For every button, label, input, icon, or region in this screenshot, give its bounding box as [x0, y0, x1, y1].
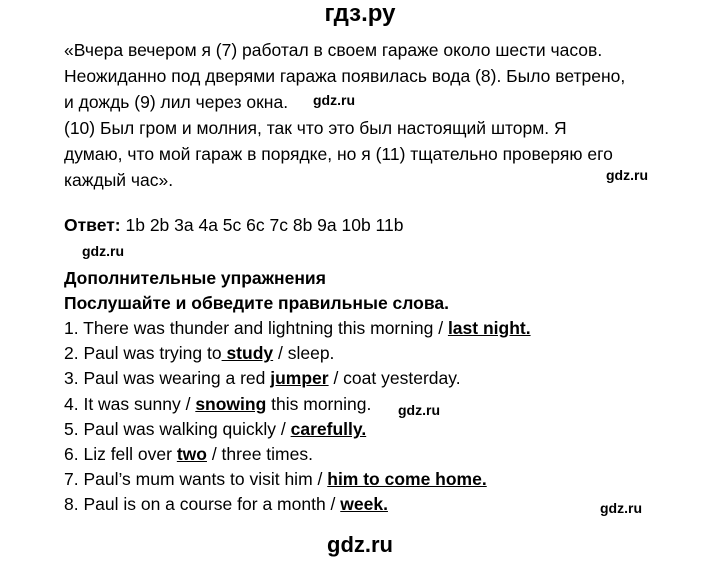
exercise-answer: jumper [270, 368, 329, 388]
exercise-answer: carefully. [290, 419, 367, 439]
translation-line: каждый час». [64, 170, 174, 190]
exercise-text: 4. It was sunny / [64, 394, 196, 414]
exercise-text: 7. Paul’s mum wants to visit him / [64, 469, 328, 489]
watermark: gdz.ru [313, 92, 355, 108]
site-footer: gdz.ru [327, 532, 393, 557]
translation-line: Неожиданно под дверями гаража появилась вода (8). Было ветрено, [64, 66, 626, 86]
watermark: gdz.ru [600, 500, 642, 516]
exercise-answer: week. [340, 494, 388, 514]
exercise-text: 1. There was thunder and lightning this morning / [64, 318, 448, 338]
watermark: gdz.ru [82, 243, 124, 259]
answer-label: Ответ: [64, 215, 121, 235]
exercise-item [64, 368, 461, 389]
exercise-text: 3. Paul was wearing a red [64, 368, 271, 388]
exercise-item [64, 394, 371, 415]
watermark: gdz.ru [398, 402, 440, 418]
watermark: gdz.ru [606, 167, 648, 183]
exercise-text: 6. Liz fell over [64, 444, 177, 464]
translation-paragraph [64, 37, 625, 193]
section-instruction: Послушайте и обведите правильные слова. [64, 293, 449, 313]
translation-line: и дождь (9) лил через окна. [64, 92, 289, 112]
exercise-text: / coat yesterday. [328, 368, 461, 388]
exercise-text: / three times. [206, 444, 313, 464]
answer-line [64, 215, 403, 236]
exercise-item [64, 343, 334, 364]
section-title: Дополнительные упражнения [64, 268, 326, 288]
site-header: гдз.ру [324, 0, 396, 27]
exercise-answer: two [176, 444, 207, 464]
answer-values: 1b 2b 3a 4a 5c 6c 7c 8b 9a 10b 11b [120, 215, 404, 235]
exercise-answer: last night. [447, 318, 531, 338]
exercise-item [64, 494, 388, 515]
exercise-item [64, 469, 487, 490]
exercise-answer: snowing [195, 394, 267, 414]
translation-line: «Вчера вечером я (7) работал в своем гараже около шести часов. [64, 40, 603, 60]
exercise-answer: study [221, 343, 274, 363]
exercise-text: 2. Paul was trying to [64, 343, 222, 363]
exercise-text: 5. Paul was walking quickly / [64, 419, 291, 439]
exercise-text: / sleep. [273, 343, 335, 363]
exercise-text: this morning. [266, 394, 372, 414]
translation-line: думаю, что мой гараж в порядке, но я (11) тщательно проверяю его [64, 144, 613, 164]
exercise-item [64, 444, 313, 465]
exercise-item [64, 318, 531, 339]
exercise-item [64, 419, 366, 440]
exercise-text: 8. Paul is on a course for a month / [64, 494, 341, 514]
exercise-answer: him to come home. [327, 469, 487, 489]
translation-line: (10) Был гром и молния, так что это был настоящий шторм. Я [64, 118, 567, 138]
